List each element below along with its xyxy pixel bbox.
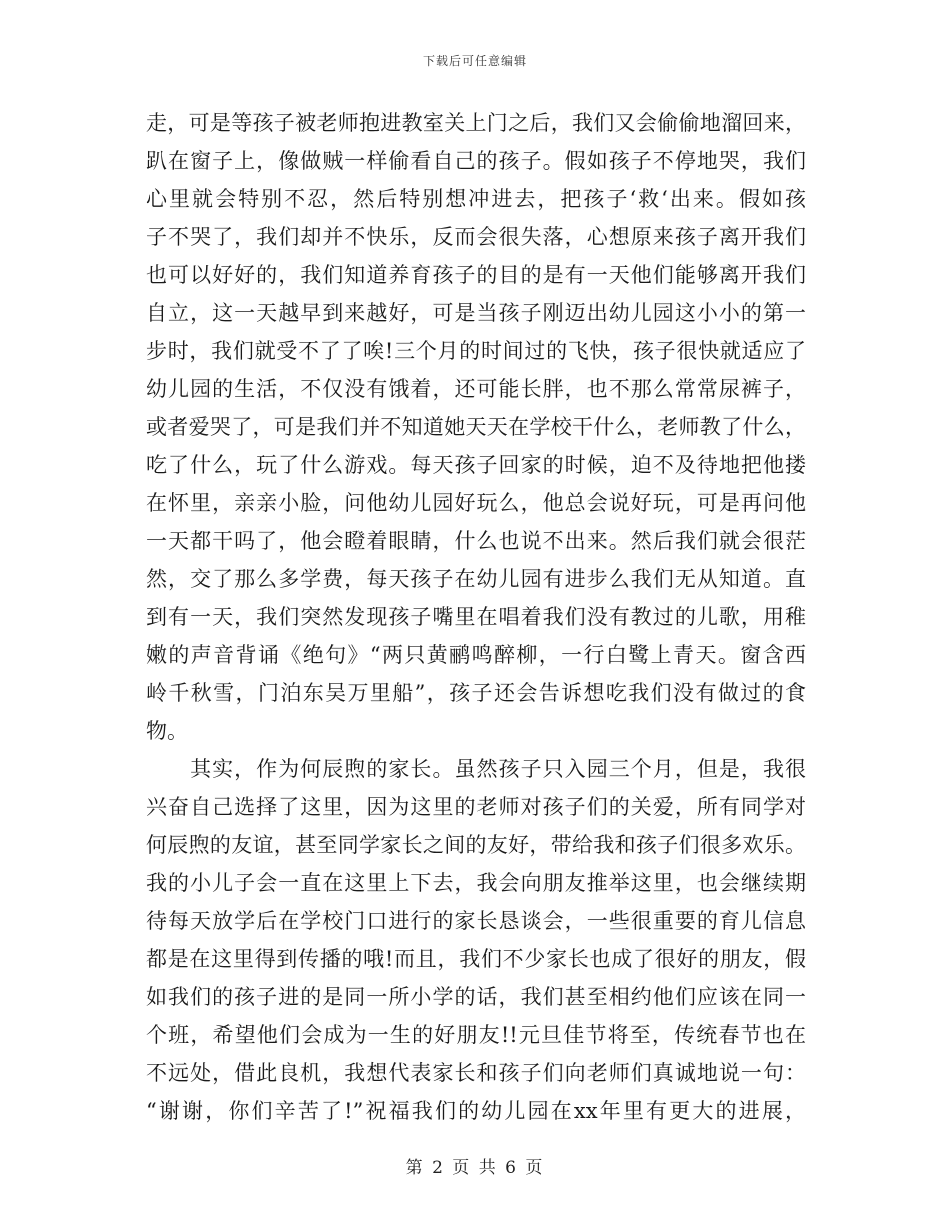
body-text [146, 104, 806, 1130]
text-line: 一天都干吗了，他会瞪着眼睛，什么也说不出来。然后我们就会很茫 [146, 529, 806, 553]
text-line: 或者爱哭了，可是我们并不知道她天天在学校干什么，老师教了什么， [146, 415, 806, 439]
text-line: 如我们的孩子进的是同一所小学的话，我们甚至相约他们应该在同一 [146, 985, 806, 1009]
text-line: 个班，希望他们会成为一生的好朋友!!元旦佳节将至，传统春节也在 [146, 1023, 806, 1047]
text-line: 都是在这里得到传播的哦!而且，我们不少家长也成了很好的朋友，假 [146, 947, 806, 971]
text-line: 自立，这一天越早到来越好，可是当孩子刚迈出幼儿园这小小的第一 [146, 301, 806, 325]
paragraph-1 [146, 104, 806, 750]
text-line: 物。 [146, 719, 188, 743]
text-line: 岭千秋雪，门泊东吴万里船”，孩子还会告诉想吃我们没有做过的食 [146, 681, 806, 705]
text-line: 心里就会特别不忍，然后特别想冲进去，把孩子‘救‘出来。假如孩 [146, 187, 806, 211]
text-line: 趴在窗子上，像做贼一样偷看自己的孩子。假如孩子不停地哭，我们 [146, 149, 806, 173]
text-line: 步时，我们就受不了了唉!三个月的时间过的飞快，孩子很快就适应了 [146, 339, 806, 363]
text-line: 子不哭了，我们却并不快乐，反而会很失落，心想原来孩子离开我们 [146, 225, 806, 249]
text-line: 然，交了那么多学费，每天孩子在幼儿园有进步么我们无从知道。直 [146, 567, 806, 591]
text-line: 我的小儿子会一直在这里上下去，我会向朋友推举这里，也会继续期 [146, 871, 806, 895]
text-line: 在怀里，亲亲小脸，问他幼儿园好玩么，他总会说好玩，可是再问他 [146, 491, 806, 515]
text-line: 吃了什么，玩了什么游戏。每天孩子回家的时候，迫不及待地把他搂 [146, 453, 806, 477]
page-number: 第 2 页 共 6 页 [405, 1158, 545, 1178]
text-line: 到有一天，我们突然发现孩子嘴里在唱着我们没有教过的儿歌，用稚 [146, 605, 806, 629]
text-line: 何辰煦的友谊，甚至同学家长之间的友好，带给我和孩子们很多欢乐。 [146, 833, 806, 857]
text-line: 走，可是等孩子被老师抱进教室关上门之后，我们又会偷偷地溜回来， [146, 111, 806, 135]
text-line: “谢谢，你们辛苦了!”祝福我们的幼儿园在xx年里有更大的进展， [146, 1099, 806, 1123]
text-line: 兴奋自己选择了这里，因为这里的老师对孩子们的关爱，所有同学对 [146, 795, 806, 819]
paragraph-2 [146, 750, 806, 1130]
text-line: 幼儿园的生活，不仅没有饿着，还可能长胖，也不那么常常尿裤子， [146, 377, 806, 401]
text-line: 待每天放学后在学校门口进行的家长恳谈会，一些很重要的育儿信息 [146, 909, 806, 933]
text-line: 不远处，借此良机，我想代表家长和孩子们向老师们真诚地说一句： [146, 1061, 806, 1085]
text-line: 其实，作为何辰煦的家长。虽然孩子只入园三个月，但是，我很 [146, 757, 806, 781]
text-line: 嫩的声音背诵《绝句》“两只黄鹂鸣醉柳，一行白鹭上青天。窗含西 [146, 643, 806, 667]
header-note: 下载后可任意编辑 [422, 54, 527, 68]
text-line: 也可以好好的，我们知道养育孩子的目的是有一天他们能够离开我们 [146, 263, 806, 287]
